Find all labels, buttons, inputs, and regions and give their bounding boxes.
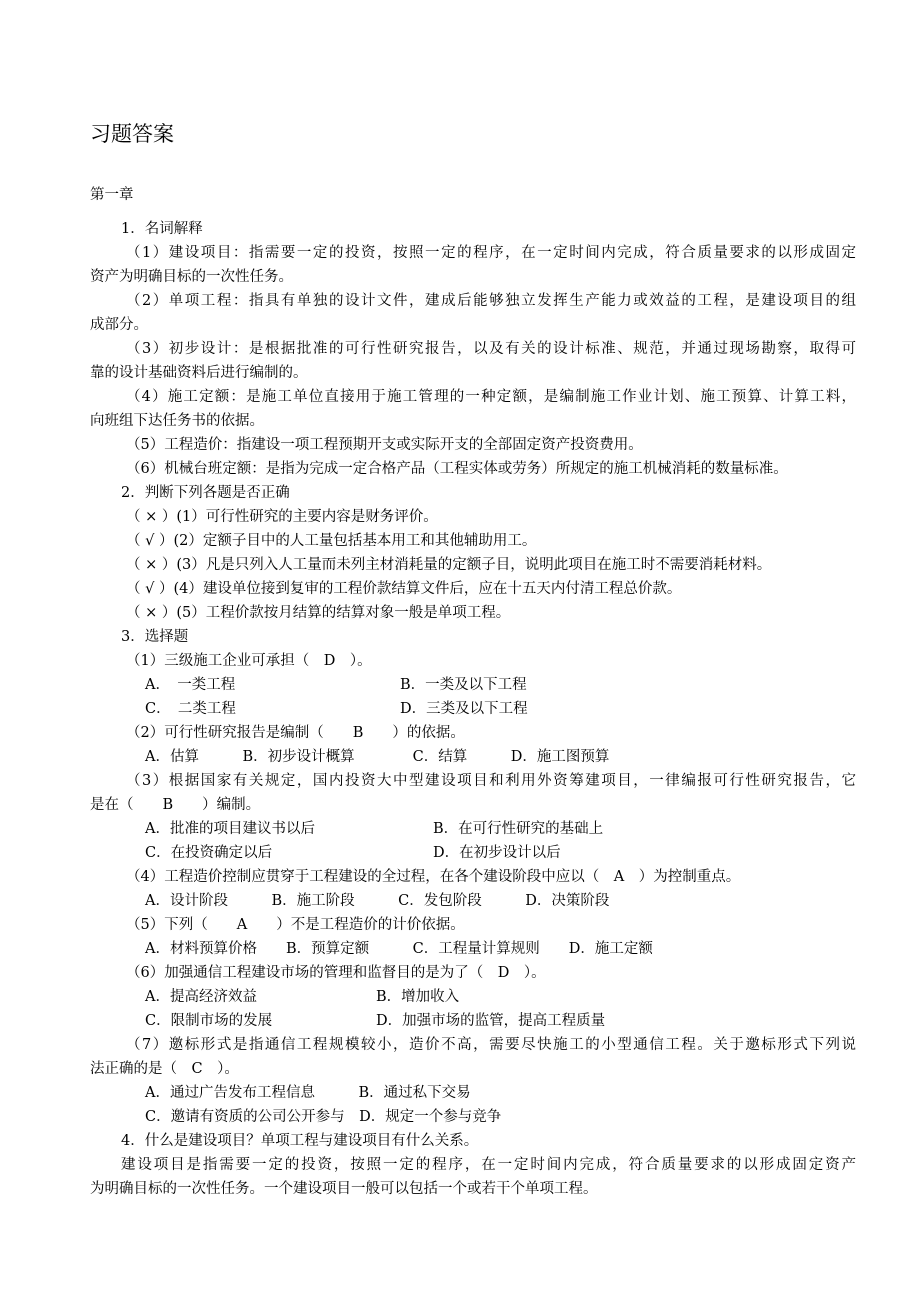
judge-3: （ × ）(3）凡是只列入人工量而未列主材消耗量的定额子目，说明此项目在施工时不需要消耗材料。 [126, 557, 772, 573]
choice-5-options: A．材料预算价格 B．预算定额 C．工程量计算规则 D．施工定额 [145, 941, 653, 957]
term-1-line-2: 资产为明确目标的一次性任务。 [90, 269, 293, 285]
term-3-line-1: （3）初步设计：是根据批准的可行性研究报告，以及有关的设计标准、规范，并通过现场勘察，取得可 [126, 341, 856, 357]
page-title: 习题答案 [90, 122, 174, 146]
q4-heading: 4．什么是建设项目？单项工程与建设项目有什么关系。 [121, 1133, 479, 1149]
choice-4-options: A．设计阶段 B．施工阶段 C．发包阶段 D．决策阶段 [145, 893, 610, 909]
term-4-line-1: （4）施工定额：是施工单位直接用于施工管理的一种定额，是编制施工作业计划、施工预算、计算工料， [126, 389, 856, 405]
term-4-line-2: 向班组下达任务书的依据。 [90, 413, 264, 429]
q4-answer-line-1: 建设项目是指需要一定的投资，按照一定的程序，在一定时间内完成，符合质量要求的以形成固定资产 [121, 1157, 856, 1173]
choice-6-option-b: B．增加收入 [376, 989, 460, 1005]
choice-7-options-ab: A．通过广告发布工程信息 B．通过私下交易 [145, 1085, 471, 1101]
judge-4: （ √ ）(4）建设单位接到复审的工程价款结算文件后，应在十五天内付清工程总价款。 [126, 581, 682, 597]
term-2-line-1: （2）单项工程：指具有单独的设计文件，建成后能够独立发挥生产能力或效益的工程，是建设项目的组 [126, 293, 856, 309]
choice-3-option-c: C．在投资确定以后 [145, 845, 273, 861]
term-5: （5）工程造价：指建设一项工程预期开支或实际开支的全部固定资产投资费用。 [126, 437, 643, 453]
choice-1-option-d: D．三类及以下工程 [400, 701, 528, 717]
choice-2-question: （2）可行性研究报告是编制（ B ）的依据。 [126, 725, 465, 741]
choice-3-option-d: D．在初步设计以后 [433, 845, 561, 861]
choice-6-option-a: A．提高经济效益 [145, 989, 257, 1005]
judge-5: （ × ）(5）工程价款按月结算的结算对象一般是单项工程。 [126, 605, 511, 621]
choice-6-option-d: D．加强市场的监管，提高工程质量 [376, 1013, 606, 1029]
judge-2: （ √ ）(2）定额子目中的人工量包括基本用工和其他辅助用工。 [126, 533, 537, 549]
choice-6-option-c: C．限制市场的发展 [145, 1013, 273, 1029]
choice-3-question-line-1: （3）根据国家有关规定，国内投资大中型建设项目和利用外资筹建项目，一律编报可行性研究报告，它 [126, 773, 856, 789]
q3-heading: 3．选择题 [121, 629, 189, 645]
chapter-heading: 第一章 [90, 187, 134, 203]
choice-7-question-line-1: （7）邀标形式是指通信工程规模较小，造价不高，需要尽快施工的小型通信工程。关于邀标形式下列说 [126, 1037, 856, 1053]
choice-7-options-cd: C．邀请有资质的公司公开参与 D．规定一个参与竞争 [145, 1109, 502, 1125]
term-6: （6）机械台班定额：是指为完成一定合格产品（工程实体或劳务）所规定的施工机械消耗的数量标准。 [126, 461, 788, 477]
choice-6-question: （6）加强通信工程建设市场的管理和监督目的是为了（ D ）。 [126, 965, 546, 981]
choice-4-question: （4）工程造价控制应贯穿于工程建设的全过程，在各个建设阶段中应以（ A ）为控制重点。 [126, 869, 741, 885]
q1-heading: 1．名词解释 [121, 221, 203, 237]
choice-1-question: （1）三级施工企业可承担（ D ）。 [126, 653, 372, 669]
judge-1: （ × ）(1）可行性研究的主要内容是财务评价。 [126, 509, 438, 525]
choice-3-option-a: A．批准的项目建议书以后 [145, 821, 315, 837]
choice-1-option-a: A． 一类工程 [145, 677, 236, 693]
q2-heading: 2．判断下列各题是否正确 [121, 485, 290, 501]
choice-1-option-b: B．一类及以下工程 [400, 677, 527, 693]
choice-7-question-line-2: 法正确的是（ C ）。 [90, 1061, 239, 1077]
choice-3-question-line-2: 是在（ B ）编制。 [90, 797, 261, 813]
choice-3-option-b: B．在可行性研究的基础上 [433, 821, 604, 837]
term-1-line-1: （1）建设项目：指需要一定的投资，按照一定的程序，在一定时间内完成，符合质量要求的以形成固定 [126, 245, 856, 261]
term-3-line-2: 靠的设计基础资料后进行编制的。 [90, 365, 308, 381]
choice-5-question: （5）下列（ A ）不是工程造价的计价依据。 [126, 917, 465, 933]
q4-answer-line-2: 为明确目标的一次性任务。一个建设项目一般可以包括一个或若干个单项工程。 [90, 1181, 598, 1197]
term-2-line-2: 成部分。 [90, 317, 148, 333]
choice-1-option-c: C． 二类工程 [145, 701, 236, 717]
choice-2-options: A．估算 B．初步设计概算 C．结算 D．施工图预算 [145, 749, 610, 765]
